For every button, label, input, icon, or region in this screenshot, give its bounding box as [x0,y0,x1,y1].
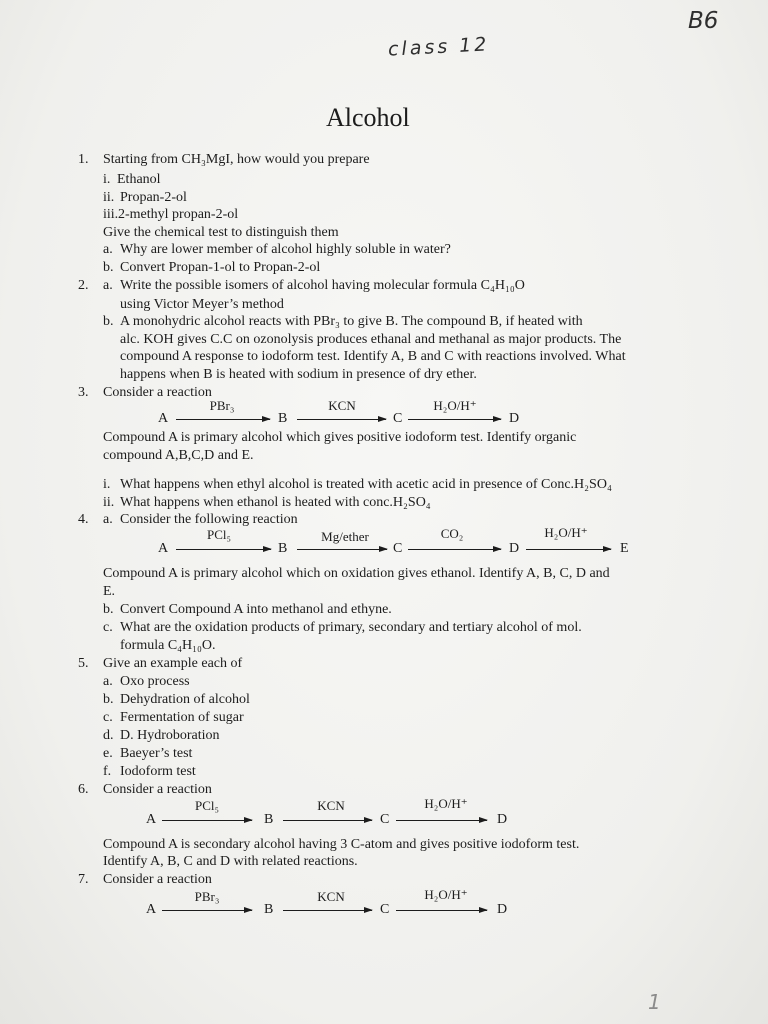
question-number: 3. [78,385,89,400]
question-number: 4. [78,512,89,527]
question-text: Identify A, B, C and D with related reactions. [103,854,358,869]
reaction-species: E [620,541,629,556]
question-text: Starting from CH₃MgI, how would you prepare [103,152,370,167]
handwritten-page-mark: 1 [648,990,661,1014]
reaction-species: C [380,812,390,827]
reagent-label: KCN [317,889,345,904]
page-title: Alcohol [326,103,410,132]
question-text: alc. KOH gives C.C on ozonolysis produces ethanal and methanal as major products. The [120,332,622,347]
question-text: Propan-2-ol [120,190,187,205]
question-text: Consider a reaction [103,782,212,797]
item-label: d. [103,728,114,743]
item-label: a. [103,278,113,293]
reaction-species: A [146,902,157,917]
reaction-arrow [283,910,372,911]
question-text: Baeyer’s test [120,746,193,761]
question-number: 1. [78,152,89,167]
question-text: Compound A is primary alcohol which gives positive iodoform test. Identify organic [103,430,577,445]
item-label: c. [103,620,113,635]
question-text: Convert Propan-1-ol to Propan-2-ol [120,260,321,275]
reagent-label: KCN [317,798,345,813]
question-text: What happens when ethyl alcohol is treated with acetic acid in presence of Conc.H₂SO₄ [120,477,612,492]
handwritten-corner-mark: B6 [688,8,719,34]
reaction-species: B [278,541,288,556]
question-text: E. [103,584,116,599]
reaction-species: A [158,541,169,556]
question-text: Fermentation of sugar [120,710,244,725]
question-text: Give an example each of [103,656,243,671]
question-text: Oxo process [120,674,190,689]
question-text: D. Hydroboration [120,728,220,743]
reagent-label: H₂O/H⁺ [433,398,477,413]
reaction-species: B [278,411,288,426]
reaction-arrow [526,549,611,550]
item-label: iii. [103,207,119,222]
reagent-label: PCl₅ [194,798,220,813]
question-text: Write the possible isomers of alcohol having molecular formula C₄H₁₀O [120,278,525,293]
question-text: Dehydration of alcohol [120,692,250,707]
reaction-arrow [176,549,271,550]
reaction-species: A [158,411,169,426]
reagent-label: KCN [328,398,356,413]
question-text: formula C₄H₁₀O. [120,638,216,653]
reaction-arrow [162,820,252,821]
reagent-label: Mg/ether [321,529,369,544]
reagent-label: PBr₃ [209,398,235,413]
question-text: 2-methyl propan-2-ol [118,207,239,222]
item-label: a. [103,512,113,527]
reaction-arrow [162,910,252,911]
question-text: Compound A is primary alcohol which on oxidation gives ethanol. Identify A, B, C, D and [103,566,610,581]
item-label: ii. [103,495,115,510]
item-label: a. [103,674,113,689]
reaction-species: D [497,902,508,917]
question-number: 7. [78,872,89,887]
reaction-species: D [509,411,520,426]
question-text: Convert Compound A into methanol and ethyne. [120,602,392,617]
question-text: What happens when ethanol is heated with conc.H₂SO₄ [120,495,431,510]
question-text: Compound A is secondary alcohol having 3 C-atom and gives positive iodoform test. [103,837,580,852]
question-text: Ethanol [117,172,161,187]
item-label: ii. [103,190,115,205]
item-label: i. [103,172,111,187]
reaction-arrow [297,419,386,420]
question-text: compound A,B,C,D and E. [103,448,254,463]
reaction-species: A [146,812,157,827]
item-label: i. [103,477,111,492]
reaction-species: B [264,902,274,917]
reagent-label: H₂O/H⁺ [424,887,468,902]
item-label: b. [103,602,114,617]
reaction-species: C [393,541,403,556]
reaction-species: B [264,812,274,827]
question-text: compound A response to iodoform test. Identify A, B and C with reactions involved. What [120,349,626,364]
question-number: 2. [78,278,89,293]
reaction-arrow [408,419,501,420]
question-text: happens when B is heated with sodium in presence of dry ether. [120,367,477,382]
reagent-label: PCl₅ [206,527,232,542]
question-text: What are the oxidation products of primary, secondary and tertiary alcohol of mol. [120,620,582,635]
item-label: b. [103,692,114,707]
item-label: e. [103,746,113,761]
question-text: Consider a reaction [103,385,212,400]
question-text: using Victor Meyer’s method [120,297,284,312]
question-number: 6. [78,782,89,797]
item-label: b. [103,314,114,329]
reaction-arrow [297,549,387,550]
reaction-arrow [408,549,501,550]
reagent-label: PBr₃ [194,889,220,904]
question-text: Iodoform test [120,764,196,779]
question-text: Why are lower member of alcohol highly soluble in water? [120,242,451,257]
reagent-label: H₂O/H⁺ [544,525,588,540]
item-label: b. [103,260,114,275]
item-label: c. [103,710,113,725]
reaction-arrow [283,820,372,821]
question-text: Give the chemical test to distinguish them [103,225,339,240]
item-label: f. [103,764,112,779]
reaction-arrow [176,419,270,420]
question-text: Consider a reaction [103,872,212,887]
question-number: 5. [78,656,89,671]
reaction-species: D [509,541,520,556]
reaction-arrow [396,910,487,911]
reagent-label: CO₂ [440,526,464,541]
reagent-label: H₂O/H⁺ [424,796,468,811]
item-label: a. [103,242,113,257]
handwritten-class-label: class 12 [387,33,490,61]
reaction-species: C [380,902,390,917]
question-text: A monohydric alcohol reacts with PBr₃ to give B. The compound B, if heated with [120,314,583,329]
reaction-arrow [396,820,487,821]
reaction-species: D [497,812,508,827]
reaction-species: C [393,411,403,426]
question-text: Consider the following reaction [120,512,298,527]
